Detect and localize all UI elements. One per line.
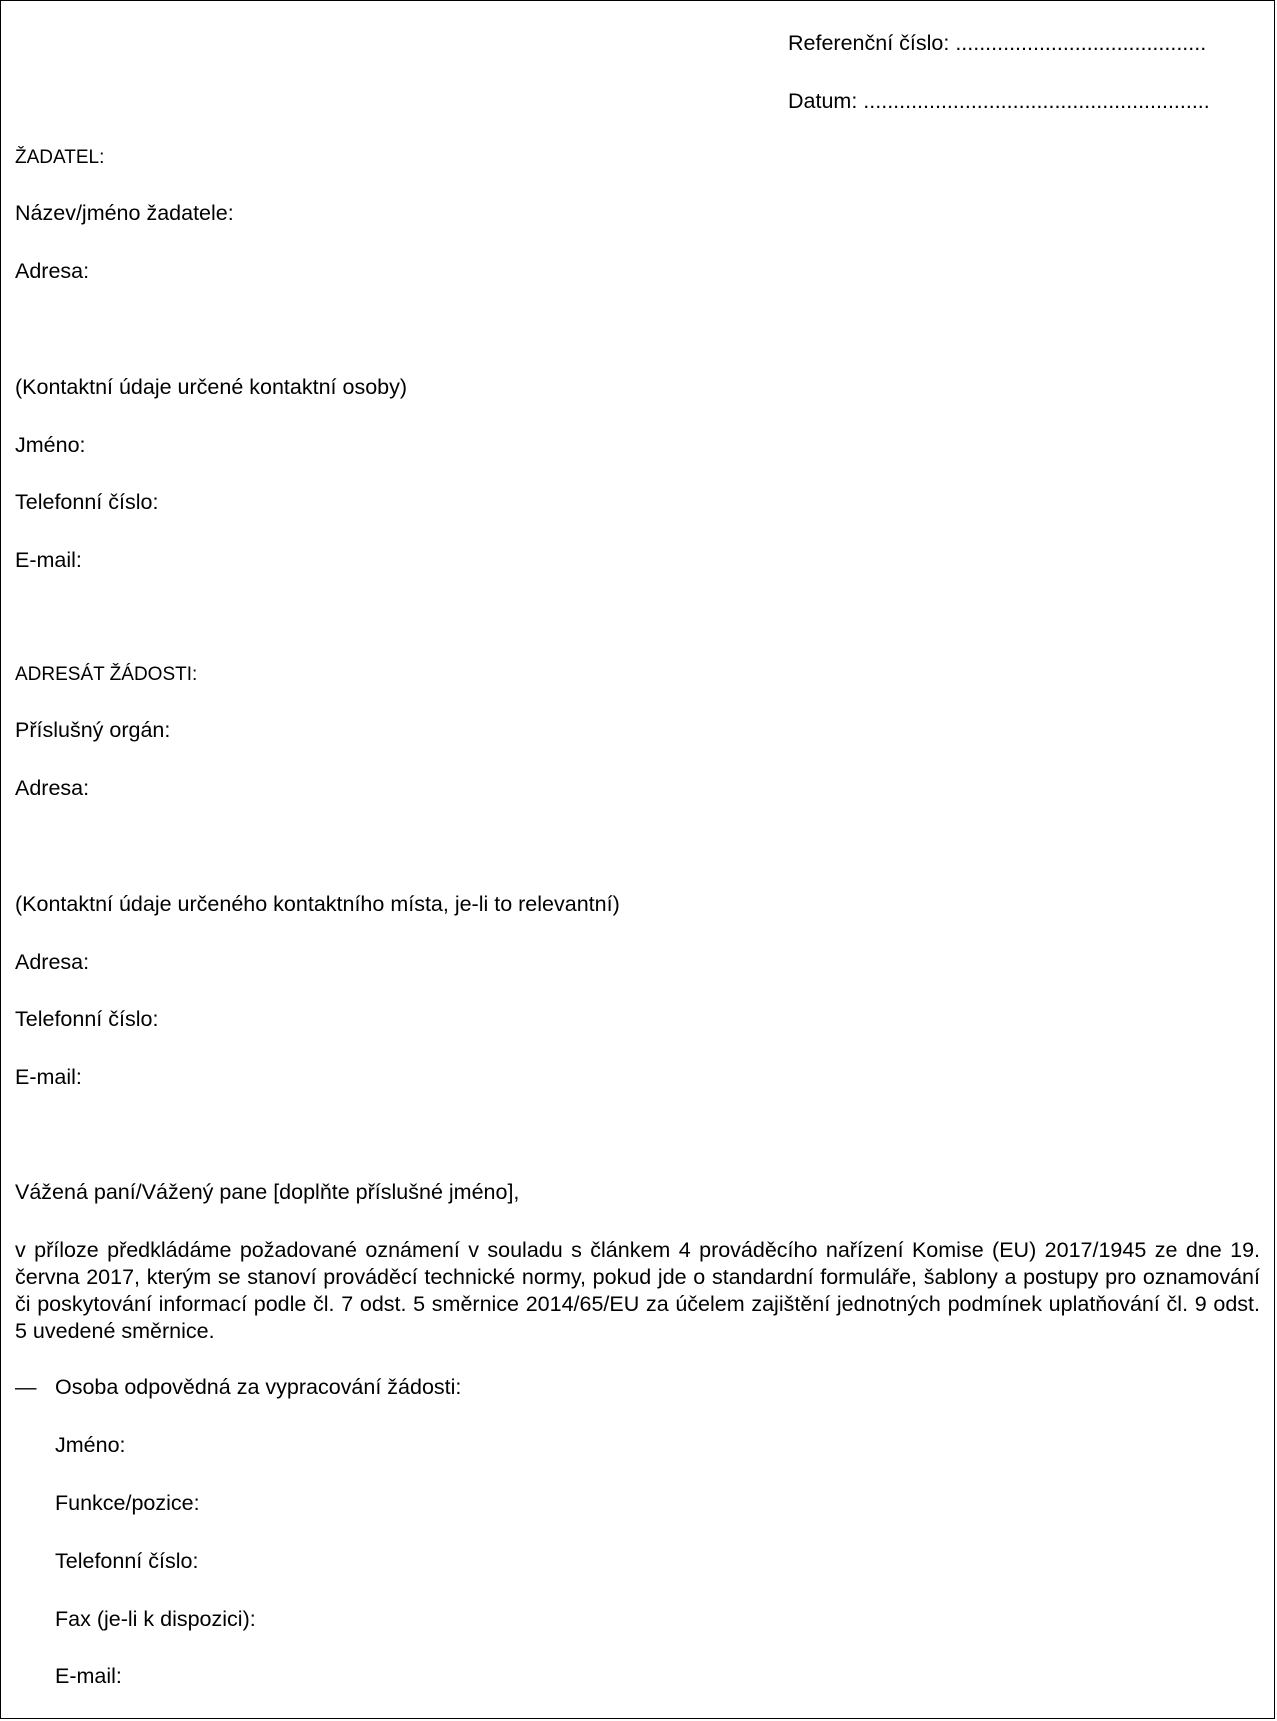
letter-body: v příloze předkládáme požadované oznámení v souladu s článkem 4 prováděcího nařízení Komise (EU) 2017/1945 ze dne 19. června 2017, kterým se stanoví prováděcí technické normy, pokud jde o standardní formuláře, šablony a postupy pro oznamování či poskytování informací podle čl. 7 odst. 5 směrnice 2014/65/EU za účelem zajištění jednotných podmínek uplatňování čl. 9 odst. 5 uvedené směrnice. [15, 1238, 1260, 1343]
applicant-person-name-label: Jméno: [15, 433, 86, 457]
recipient-address-label: Adresa: [15, 776, 90, 800]
letter-salutation: Vážená paní/Vážený pane [doplňte příslušné jméno], [15, 1180, 520, 1204]
date-label: Datum: [788, 89, 858, 113]
reference-number-dots: .......................................... [955, 31, 1207, 55]
responsible-phone-label: Telefonní číslo: [55, 1549, 199, 1573]
recipient-section-title: ADRESÁT ŽÁDOSTI: [15, 664, 198, 685]
recipient-contact-address-label: Adresa: [15, 950, 90, 974]
applicant-phone-label: Telefonní číslo: [15, 490, 159, 514]
responsible-name-label: Jméno: [55, 1433, 126, 1457]
date-line [788, 91, 1210, 113]
recipient-contact-heading: (Kontaktní údaje určeného kontaktního místa, je-li to relevantní) [15, 892, 620, 916]
recipient-phone-label: Telefonní číslo: [15, 1007, 159, 1031]
responsible-dash: — [15, 1375, 37, 1399]
reference-number-label: Referenční číslo: [788, 31, 950, 55]
reference-number-line [788, 33, 1206, 55]
applicant-section-title: ŽADATEL: [15, 147, 105, 168]
responsible-position-label: Funkce/pozice: [55, 1491, 200, 1515]
applicant-address-label: Adresa: [15, 259, 90, 283]
recipient-email-label: E-mail: [15, 1065, 82, 1089]
applicant-name-label: Název/jméno žadatele: [15, 201, 234, 225]
responsible-email-label: E-mail: [55, 1664, 122, 1688]
applicant-contact-heading: (Kontaktní údaje určené kontaktní osoby) [15, 375, 408, 399]
responsible-heading: Osoba odpovědná za vypracování žádosti: [55, 1375, 462, 1399]
recipient-authority-label: Příslušný orgán: [15, 718, 171, 742]
applicant-email-label: E-mail: [15, 548, 82, 572]
date-dots: .......................................................... [863, 89, 1210, 113]
responsible-fax-label: Fax (je-li k dispozici): [55, 1607, 256, 1631]
